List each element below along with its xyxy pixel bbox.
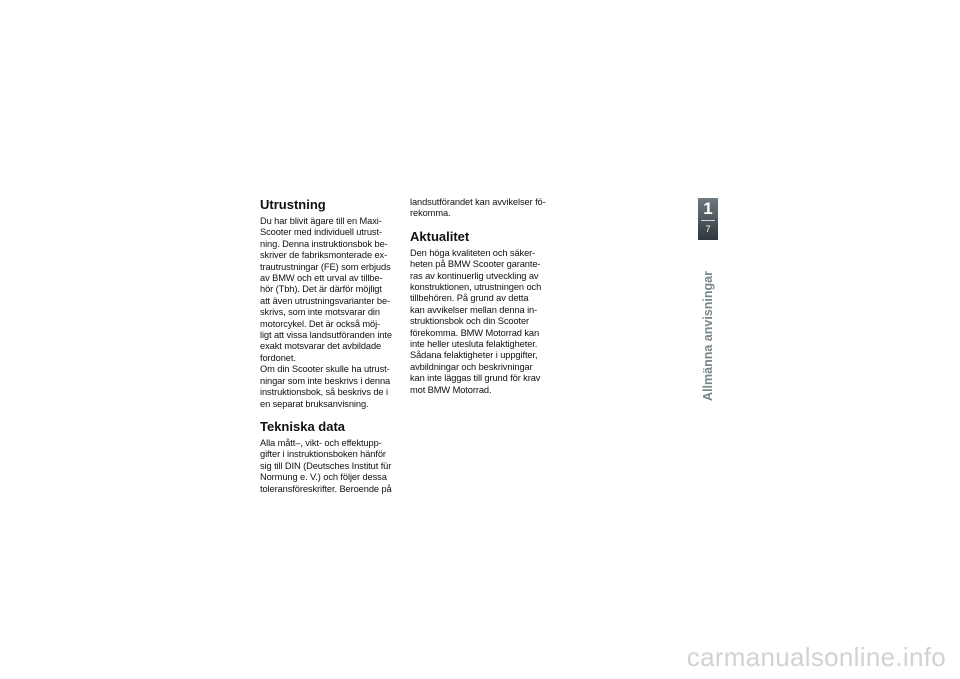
- chapter-divider: [701, 220, 715, 221]
- section-heading-technical-data: Tekniska data: [260, 418, 346, 434]
- paragraph-equipment-separate: Om din Scooter skulle ha utrust- ningar som inte beskrivs i denna instruktionsbok, så beskrivs de i en separat bruksanvisning.: [260, 364, 391, 409]
- left-text-column: [260, 197, 400, 504]
- watermark: carmanualsonline.info: [686, 642, 946, 672]
- section-currency: [410, 229, 550, 396]
- chapter-side-title: Allmänna anvisningar: [701, 271, 715, 401]
- section-continuation: [410, 197, 550, 220]
- chapter-number: 1: [703, 199, 713, 218]
- paragraph-currency: Den höga kvaliteten och säker- heten på BMW Scooter garante- ras av kontinuerlig utveckling av konstruktionen, utrustningen och tillbehören. På grund av detta kan avvikelser mellan denna in- struktionsbok och din Scooter förekomma. BMW Motorrad kan inte heller utesluta felaktigheter. Sådana felaktigheter i uppgifter, avbildningar och beskrivningar kan inte läggas till grund för krav mot BMW Motorrad.: [410, 247, 542, 395]
- paragraph-equipment-intro: Du har blivit ägare till en Maxi- Scooter med individuell utrust- ning. Denna instruktionsbok be- skriver de fabriksmonterade ex- trautrustningar (FE) som erbjuds av BMW och ett urval av tillbe- hör (Tbh). Det är därför möjligt att även utrustningsvarianter be- skrivs, som inte motsvarar din motorcykel. Det är också möj- ligt att vissa landsutföranden inte exakt motsvarar det avbildade fordonet.: [260, 216, 392, 363]
- section-equipment: [260, 197, 400, 410]
- chapter-tab: [698, 198, 718, 240]
- section-heading-currency: Aktualitet: [410, 228, 470, 244]
- page-number: 7: [705, 224, 711, 234]
- paragraph-technical-data: Alla mått–, vikt- och effektupp- gifter i instruktionsboken hänför sig till DIN (Deutsches Institut für Normung e. V.) och följer dessa toleransföreskrifter. Beroende på: [260, 437, 392, 494]
- section-technical-data: [260, 419, 400, 495]
- right-text-column: [410, 197, 550, 405]
- paragraph-continuation: landsutförandet kan avvikelser fö- rekomma.: [410, 197, 546, 219]
- section-heading-equipment: Utrustning: [260, 197, 326, 212]
